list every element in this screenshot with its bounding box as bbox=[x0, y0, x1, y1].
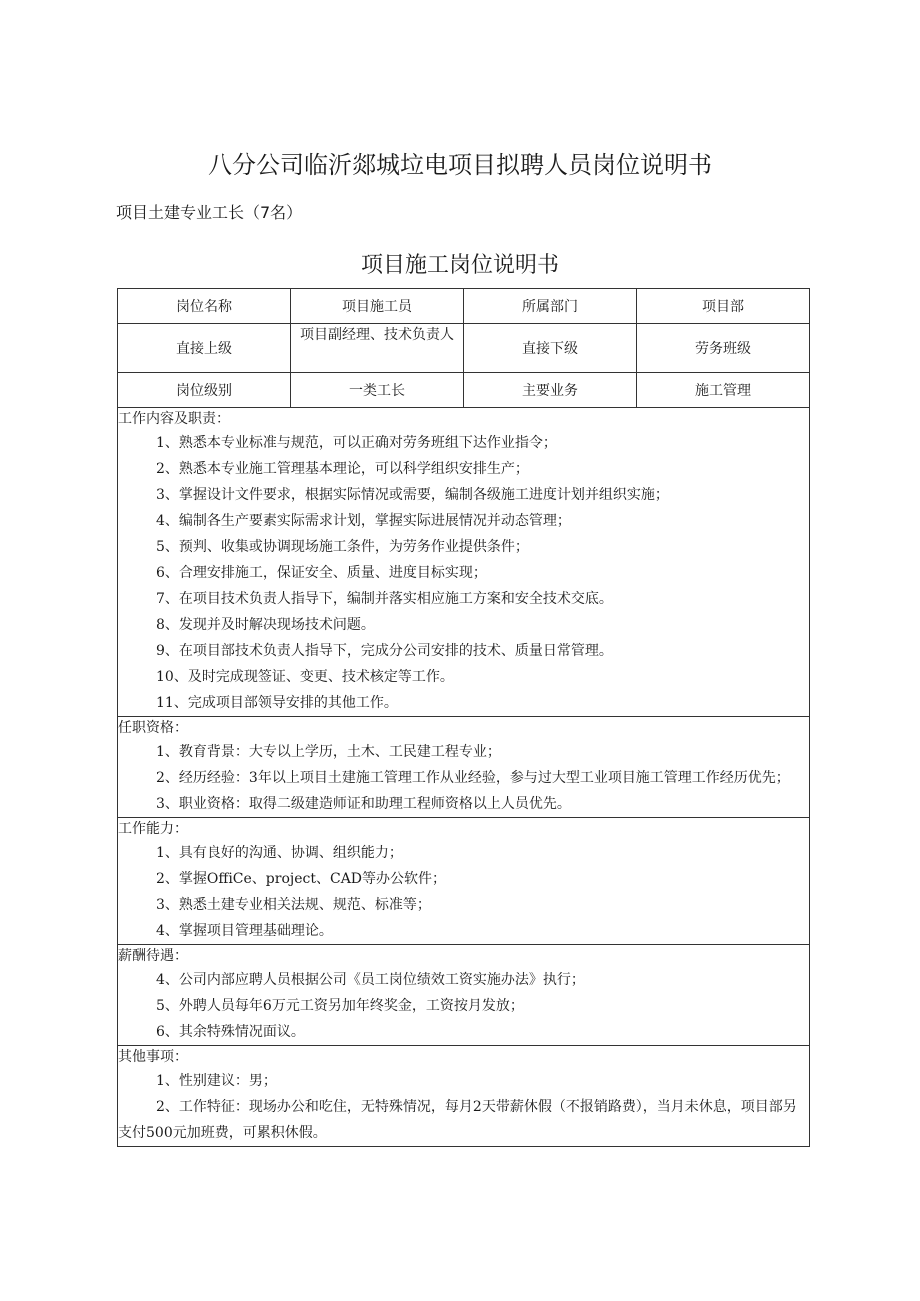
list-item: 9、在项目部技术负责人指导下，完成分公司安排的技术、质量日常管理。 bbox=[156, 643, 613, 659]
list-item: 6、合理安排施工，保证安全、质量、进度目标实现； bbox=[156, 565, 487, 581]
table-row bbox=[118, 324, 810, 373]
business-value: 施工管理 bbox=[637, 373, 810, 408]
abilities-section bbox=[118, 818, 810, 945]
list-item: 5、预判、收集或协调现场施工条件，为劳务作业提供条件； bbox=[156, 539, 529, 555]
duties-section bbox=[118, 408, 810, 717]
salary-section bbox=[118, 945, 810, 1046]
list-item: 2、掌握OffiCe、project、CAD等办公软件； bbox=[156, 871, 447, 887]
qualifications-section bbox=[118, 717, 810, 818]
list-item: 5、外聘人员每年6万元工资另加年终奖金，工资按月发放； bbox=[156, 998, 524, 1014]
superior-value: 项目副经理、技术负责人 bbox=[291, 324, 464, 373]
list-item: 2、熟悉本专业施工管理基本理论，可以科学组织安排生产； bbox=[156, 461, 529, 477]
list-item: 4、公司内部应聘人员根据公司《员工岗位绩效工资实施办法》执行； bbox=[156, 972, 585, 988]
list-item: 10、及时完成现签证、变更、技术核定等工作。 bbox=[156, 669, 454, 685]
level-label: 岗位级别 bbox=[118, 373, 291, 408]
list-item: 6、其余特殊情况面议。 bbox=[156, 1024, 305, 1040]
position-subtitle: 项目土建专业工长（7名） bbox=[116, 203, 303, 222]
superior-label: 直接上级 bbox=[118, 324, 291, 373]
list-item: 3、掌握设计文件要求，根据实际情况或需要，编制各级施工进度计划并组织实施； bbox=[156, 487, 669, 503]
department-value: 项目部 bbox=[637, 289, 810, 324]
level-value: 一类工长 bbox=[291, 373, 464, 408]
table-row bbox=[118, 373, 810, 408]
table-row bbox=[118, 289, 810, 324]
business-label: 主要业务 bbox=[464, 373, 637, 408]
list-item: 4、掌握项目管理基础理论。 bbox=[156, 923, 333, 939]
subordinate-label: 直接下级 bbox=[464, 324, 637, 373]
list-item: 3、熟悉土建专业相关法规、规范、标准等； bbox=[156, 897, 431, 913]
department-label: 所属部门 bbox=[464, 289, 637, 324]
list-item: 3、职业资格：取得二级建造师证和助理工程师资格以上人员优先。 bbox=[156, 796, 571, 812]
post-name-label: 岗位名称 bbox=[118, 289, 291, 324]
subordinate-value: 劳务班级 bbox=[637, 324, 810, 373]
list-item: 7、在项目技术负责人指导下，编制并落实相应施工方案和安全技术交底。 bbox=[156, 591, 613, 607]
document-title: 项目施工岗位说明书 bbox=[360, 253, 559, 278]
salary-heading: 薪酬待遇： bbox=[118, 948, 188, 964]
post-name-value: 项目施工员 bbox=[291, 289, 464, 324]
list-item: 1、熟悉本专业标准与规范，可以正确对劳务班组下达作业指令； bbox=[156, 435, 557, 451]
other-heading: 其他事项： bbox=[118, 1049, 188, 1065]
list-item: 1、性别建议：男； bbox=[156, 1073, 277, 1089]
list-item: 2、经历经验：3年以上项目土建施工管理工作从业经验，参与过大型工业项目施工管理工作经历优先； bbox=[156, 770, 790, 786]
list-item: 2、工作特征：现场办公和吃住，无特殊情况，每月2天带薪休假（不报销路费），当月未休息，项目部另支付500元加班费，可累积休假。 bbox=[118, 1099, 797, 1141]
duties-heading: 工作内容及职责： bbox=[118, 411, 230, 427]
list-item: 1、教育背景：大专以上学历，土木、工民建工程专业； bbox=[156, 744, 501, 760]
abilities-heading: 工作能力： bbox=[118, 821, 188, 837]
other-section bbox=[118, 1046, 810, 1147]
list-item: 4、编制各生产要素实际需求计划，掌握实际进展情况并动态管理； bbox=[156, 513, 571, 529]
list-item: 11、完成项目部领导安排的其他工作。 bbox=[156, 695, 398, 711]
qualifications-heading: 任职资格： bbox=[118, 720, 188, 736]
job-description-table bbox=[117, 288, 810, 1147]
main-title: 八分公司临沂郯城垃电项目拟聘人员岗位说明书 bbox=[208, 151, 712, 179]
list-item: 8、发现并及时解决现场技术问题。 bbox=[156, 617, 375, 633]
list-item: 1、具有良好的沟通、协调、组织能力； bbox=[156, 845, 403, 861]
